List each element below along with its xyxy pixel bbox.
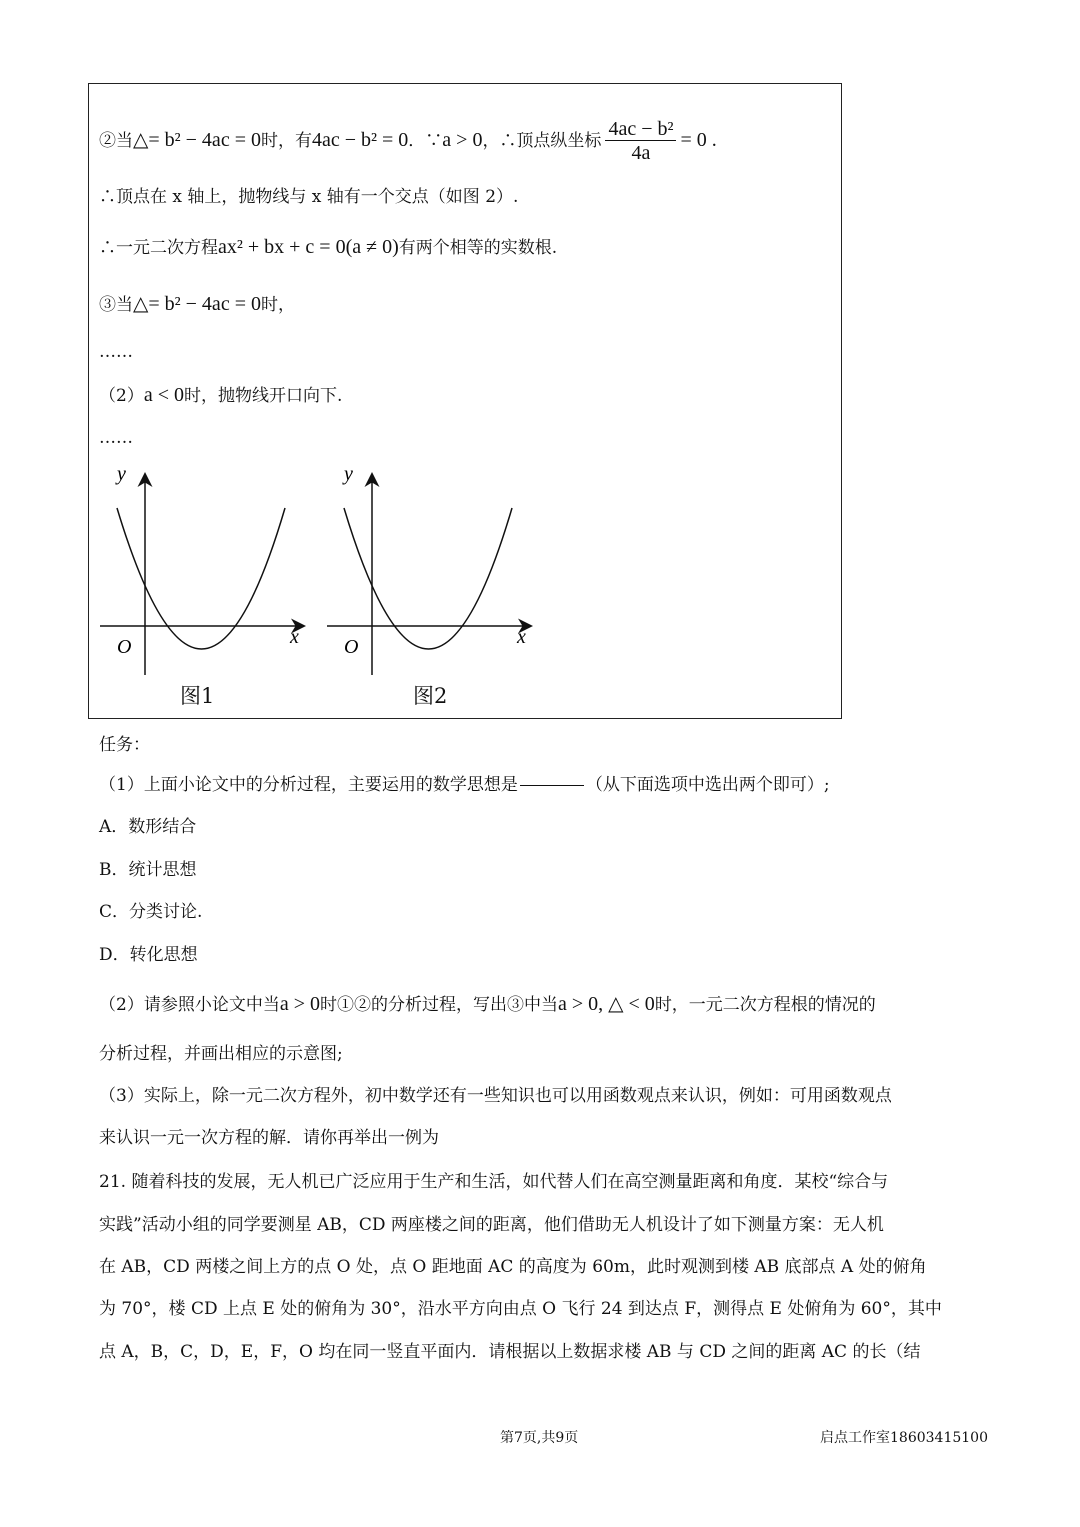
task-q1 (99, 773, 830, 797)
q21-line-2: 实践”活动小组的同学要测星 AB，CD 两座楼之间的距离，他们借助无人机设计了如下测量方案：无人机 (99, 1215, 884, 1235)
answer-blank[interactable] (520, 785, 584, 786)
origin-label: O (344, 636, 359, 658)
text: 时①②的分析过程，写出③中当 (319, 995, 558, 1015)
vertex-fraction (605, 118, 676, 165)
formula: a > 0, △ < 0 (557, 993, 655, 1015)
origin-label: O (117, 636, 132, 658)
formula: ax² + bx + c = 0(a ≠ 0) (218, 236, 399, 258)
text: 时，抛物线开口向下. (183, 386, 343, 406)
text: （1）上面小论文中的分析过程，主要运用的数学思想是 (99, 775, 518, 795)
formula: △= b² − 4ac = 0 (133, 293, 261, 315)
q21-line-1: 21. 随着科技的发展，无人机已广泛应用于生产和生活，如代替人们在高空测量距离和角度．某校“综合与 (99, 1172, 889, 1192)
text: （从下面选项中选出两个即可）; (585, 775, 830, 795)
task-q2-cont: 分析过程，并画出相应的示意图; (99, 1044, 343, 1064)
q21-line-5: 点 A，B，C，D，E，F，O 均在同一竖直平面内．请根据以上数据求楼 AB 与 CD 之间的距离 AC 的长（结 (99, 1342, 921, 1362)
text: ，∴顶点纵坐标 (482, 131, 602, 151)
y-axis-label: y (117, 463, 126, 485)
line-case-3 (99, 292, 295, 317)
q21-line-4: 为 70°，楼 CD 上点 E 处的俯角为 30°，沿水平方向由点 O 飞行 24 到达点 F，测得点 E 处俯角为 60°，其中 (99, 1299, 942, 1319)
option-b: B．统计思想 (99, 860, 197, 880)
text: 时，一元二次方程根的情况的 (654, 995, 876, 1015)
line-a-negative (99, 383, 342, 408)
x-axis-label: x (517, 626, 526, 648)
task-label: 任务： (99, 735, 150, 755)
formula: 4ac − b² = 0 (311, 129, 409, 151)
q21-line-3: 在 AB，CD 两楼之间上方的点 O 处，点 O 距地面 AC 的高度为 60m，此时观测到楼 AB 底部点 A 处的俯角 (99, 1257, 927, 1277)
figure-2-caption: 图2 (413, 684, 448, 708)
text: 有两个相等的实数根. (398, 238, 558, 258)
task-q3-cont: 来认识一元一次方程的解．请你再举出一例为 (99, 1128, 439, 1148)
line-two-equal-roots (99, 235, 557, 260)
parabola-curve (117, 508, 285, 649)
ellipsis-2: …… (99, 428, 133, 448)
text: ③当 (99, 295, 133, 315)
figure-1-caption: 图1 (180, 684, 215, 708)
text: （2） (99, 386, 144, 406)
studio-contact: 启点工作室18603415100 (820, 1430, 988, 1446)
y-axis-label: y (344, 463, 353, 485)
numerator: 4ac − b² (605, 118, 676, 141)
page-number: 第7页,共9页 (500, 1430, 579, 1446)
formula: a > 0 (279, 993, 320, 1015)
text: 时，有 (260, 131, 312, 151)
task-q2 (99, 992, 876, 1017)
task-q3: （3）实际上，除一元二次方程外，初中数学还有一些知识也可以用函数观点来认识，例如：可用函数观点 (99, 1086, 892, 1106)
text: ②当 (99, 131, 133, 151)
x-axis-label: x (290, 626, 299, 648)
denominator: 4a (631, 142, 651, 164)
text: （2）请参照小论文中当 (99, 995, 280, 1015)
text: ∴一元二次方程 (99, 238, 218, 258)
formula: a > 0 (442, 129, 483, 151)
text: ．∵ (408, 131, 443, 151)
formula: a < 0 (143, 384, 184, 406)
figure-2-parabola (322, 460, 542, 680)
formula: = 0 . (680, 129, 717, 151)
line-vertex-on-axis: ∴顶点在 x 轴上，抛物线与 x 轴有一个交点（如图 2）. (99, 187, 519, 207)
text: 时， (260, 295, 295, 315)
option-a: A．数形结合 (99, 817, 197, 837)
option-d: D．转化思想 (99, 945, 198, 965)
parabola-curve (344, 508, 512, 649)
ellipsis-1: …… (99, 342, 133, 362)
line-case-2 (99, 118, 717, 164)
formula: △= b² − 4ac = 0 (133, 129, 261, 151)
option-c: C．分类讨论. (99, 902, 203, 922)
figure-1-parabola (95, 460, 315, 680)
